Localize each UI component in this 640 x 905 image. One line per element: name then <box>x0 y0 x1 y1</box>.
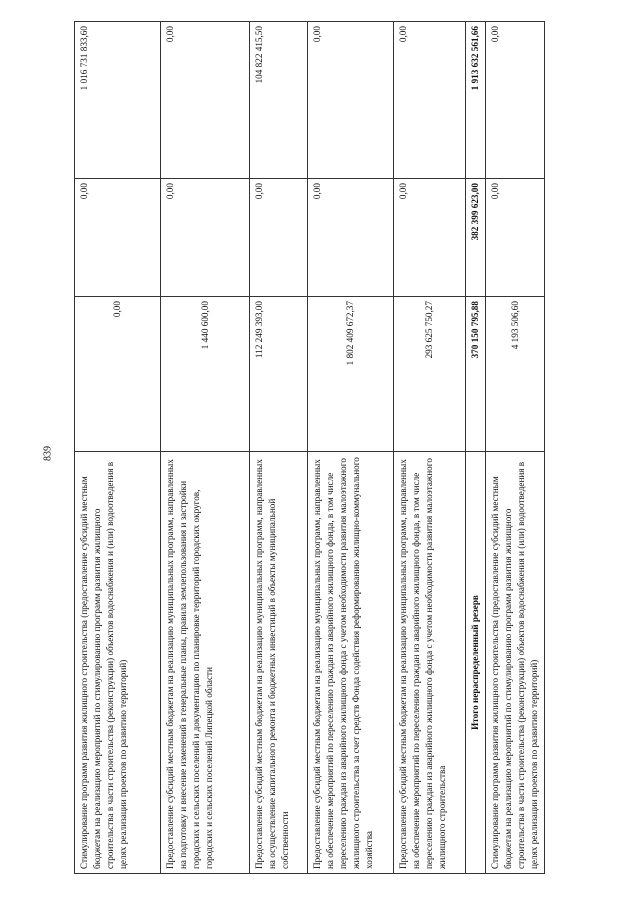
value-cell: 0,00 <box>394 179 466 297</box>
total-value: 1 913 632 561,66 <box>466 22 486 179</box>
value-cell: 4 193 506,60 <box>486 297 545 452</box>
value-cell: 1 802 409 672,37 <box>308 297 394 452</box>
total-label: Итого нераспределенный резерв <box>466 452 486 874</box>
table-row <box>486 22 545 874</box>
value-cell: 0,00 <box>161 179 250 297</box>
value-cell: 112 249 393,00 <box>250 297 308 452</box>
table-row <box>75 22 161 874</box>
value-cell: 293 625 750,27 <box>394 297 466 452</box>
value-cell: 0,00 <box>394 22 466 179</box>
table-row <box>394 22 466 874</box>
value-cell: 1 016 731 833,60 <box>75 22 161 179</box>
value-cell: 0,00 <box>486 179 545 297</box>
budget-table <box>74 21 545 874</box>
row-description: Стимулирование программ развития жилищного строительства (предоставление субсидий местным бюджетам на реализацию мероприятий по стимулированию программ развития жилищного строительства в части строительства (реконструкции) объектов водоснабжения и (или) водоотведения в целях реализации проектов по развитию территорий) <box>486 452 545 874</box>
value-cell: 0,00 <box>486 22 545 179</box>
value-cell: 104 822 415,50 <box>250 22 308 179</box>
table-row <box>250 22 308 874</box>
row-description: Стимулирование программ развития жилищного строительства (предоставление субсидий местным бюджетам на реализацию мероприятий по стимулированию программ развития жилищного строительства в части строительства (реконструкции) объектов водоснабжения и (или) водоотведения в целях реализации проектов по развитию территорий) <box>75 452 161 874</box>
value-cell: 0,00 <box>308 179 394 297</box>
value-cell: 0,00 <box>75 297 161 452</box>
table-row <box>308 22 394 874</box>
total-row <box>466 22 486 874</box>
value-cell: 0,00 <box>161 22 250 179</box>
row-description: Предоставление субсидий местным бюджетам на реализацию муниципальных программ, направленных на осуществление капитального ремонта и бюджетных инвестиций в объекты муниципальной собственности <box>250 452 308 874</box>
rotated-page-content <box>74 22 539 874</box>
value-cell: 1 440 600,00 <box>161 297 250 452</box>
row-description: Предоставление субсидий местным бюджетам на реализацию муниципальных программ, направленных на обеспечение мероприятий по переселению граждан из аварийного жилищного фонда, в том числе переселению граждан из аварийного жилищного фонда с учетом необходимости развития малоэтажного жилищного строительства <box>394 452 466 874</box>
total-value: 370 150 795,88 <box>466 297 486 452</box>
table-row <box>161 22 250 874</box>
page-number: 839 <box>42 446 54 461</box>
row-description: Предоставление субсидий местным бюджетам на реализацию муниципальных программ, направленных на подготовку и внесение изменений в генеральные планы, правила землепользования и застройки городских и сельских поселений и документацию по планировке территорий городских округов, городских и сельских поселений Липецкой области <box>161 452 250 874</box>
value-cell: 0,00 <box>250 179 308 297</box>
total-value: 382 399 623,00 <box>466 179 486 297</box>
value-cell: 0,00 <box>308 22 394 179</box>
row-description: Предоставление субсидий местным бюджетам на реализацию муниципальных программ, направленных на обеспечение мероприятий по переселению граждан из аварийного жилищного фонда, в том числе переселению граждан из аварийного жилищного фонда с учетом необходимости развития малоэтажного жилищного строительства за счет средств Фонда содействия реформированию жилищно-коммунального хозяйства <box>308 452 394 874</box>
value-cell: 0,00 <box>75 179 161 297</box>
